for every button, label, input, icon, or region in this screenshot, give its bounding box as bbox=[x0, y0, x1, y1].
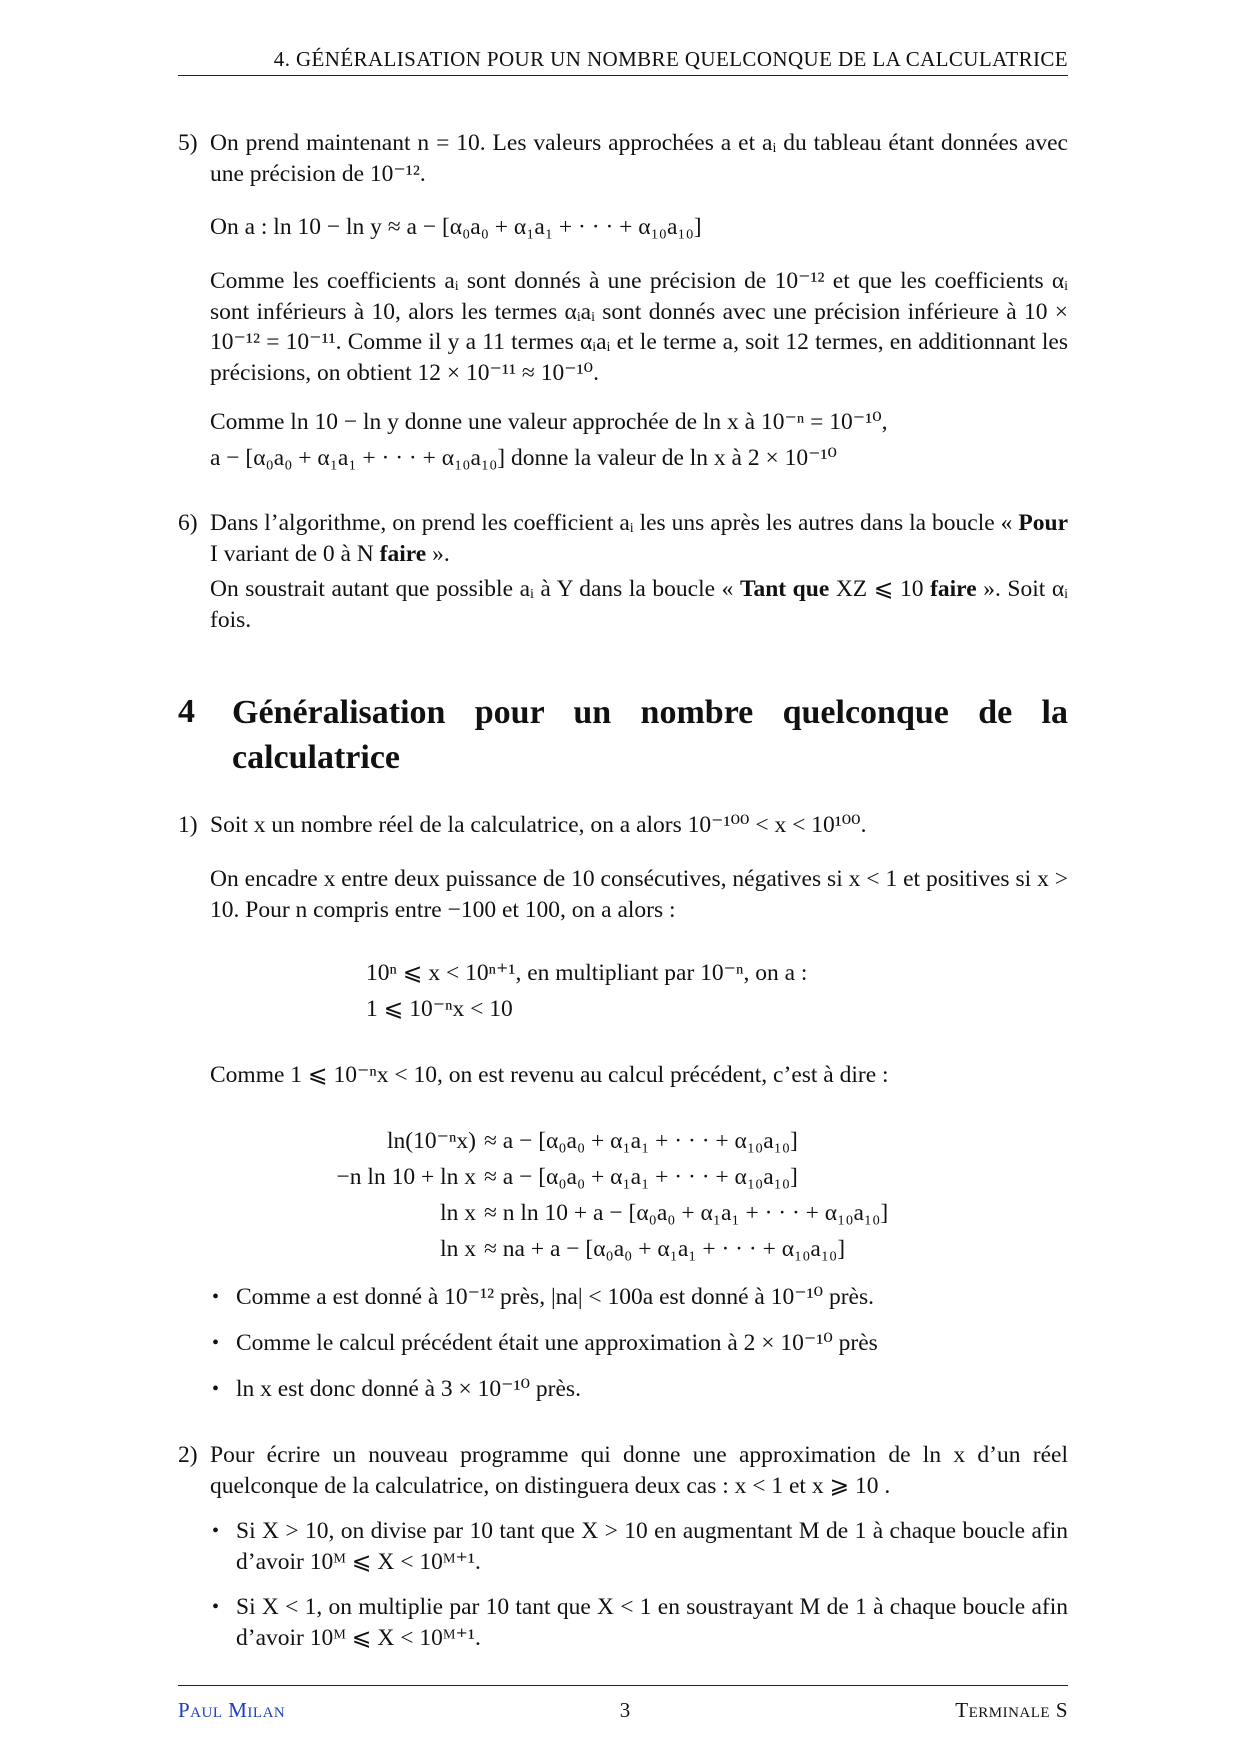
item-5-paragraph-2-line-2: a − [α₀a₀ + α₁a₁ + · · · + α₁₀a₁₀] donne la valeur de ln x à 2 × 10⁻¹⁰ bbox=[210, 445, 837, 471]
bounds-equations bbox=[366, 958, 807, 1030]
item-2-bullet: Si X < 1, on multiplie par 10 tant que X < 1 en soustrayant M de 1 à chaque boucle afin d’avoir 10ᴹ ⩽ X < 10ᴹ⁺¹. bbox=[236, 1594, 1068, 1651]
bullet-icon: • bbox=[212, 1286, 220, 1308]
item-1-bullet: ln x est donc donné à 3 × 10⁻¹⁰ près. bbox=[236, 1376, 581, 1402]
item-2-intro: Pour écrire un nouveau programme qui donne une approximation de ln x d’un réel quelconque de la calculatrice, on distinguera deux cas : x < 1 et x ⩾ 10 . bbox=[210, 1442, 1068, 1499]
item-6-paragraph-1: Dans l’algorithme, on prend les coefficient aᵢ les uns après les autres dans la boucle « Pour I variant de 0 à N faire ». bbox=[210, 510, 1068, 567]
header-rule bbox=[178, 75, 1068, 76]
running-header: 4. GÉNÉRALISATION POUR UN NOMBRE QUELCONQUE DE LA CALCULATRICE bbox=[273, 47, 1068, 71]
keyword-faire: faire bbox=[930, 576, 977, 602]
item-6-paragraph-2: On soustrait autant que possible aᵢ à Y dans la boucle « Tant que XZ ⩽ 10 faire ». Soit αᵢ fois. bbox=[210, 576, 1068, 633]
footer-rule bbox=[178, 1685, 1068, 1686]
bullet-icon: • bbox=[212, 1332, 220, 1354]
keyword-tant-que: Tant que bbox=[739, 576, 830, 602]
item-5-intro: On prend maintenant n = 10. Les valeurs approchées a et aᵢ du tableau étant données avec une précision de 10⁻¹². bbox=[210, 130, 1068, 187]
item-5-paragraph-2-line-1: Comme ln 10 − ln y donne une valeur approchée de ln x à 10⁻ⁿ = 10⁻¹⁰, bbox=[210, 409, 888, 435]
footer-class-level: Terminale S bbox=[955, 1698, 1068, 1722]
equation-rhs: ≈ n ln 10 + a − [α₀a₀ + α₁a₁ + · · · + α₁₀a₁₀] bbox=[484, 1200, 889, 1226]
item-5-equation: On a : ln 10 − ln y ≈ a − [α₀a₀ + α₁a₁ + · · · + α₁₀a₁₀] bbox=[210, 214, 702, 240]
equation-lhs: ln(10⁻ⁿx) bbox=[387, 1128, 476, 1154]
section-title: Généralisation pour un nombre quelconque de la calculatrice bbox=[232, 694, 1068, 777]
item-number-2: 2) bbox=[178, 1442, 198, 1468]
item-1-paragraph-2: Comme 1 ⩽ 10⁻ⁿx < 10, on est revenu au calcul précédent, c’est à dire : bbox=[210, 1062, 889, 1088]
footer-page-number: 3 bbox=[619, 1698, 631, 1722]
equation-lhs: −n ln 10 + ln x bbox=[336, 1164, 476, 1190]
item-5-paragraph-1: Comme les coefficients aᵢ sont donnés à une précision de 10⁻¹² et que les coefficients αᵢ sont inférieurs à 10, alors les termes αᵢaᵢ sont donnés avec une précision inférieure à 10 × 10⁻¹² = 10⁻¹¹. Comme il y a 11 termes αᵢaᵢ et le terme a, soit 12 termes, en additionnant les précisions, on obtient 12 × 10⁻¹¹ ≈ 10⁻¹⁰. bbox=[210, 268, 1068, 386]
equation-rhs: ≈ a − [α₀a₀ + α₁a₁ + · · · + α₁₀a₁₀] bbox=[484, 1164, 798, 1190]
item-1-intro: Soit x un nombre réel de la calculatrice, on a alors 10⁻¹⁰⁰ < x < 10¹⁰⁰. bbox=[210, 812, 867, 838]
equation-rhs: ≈ na + a − [α₀a₀ + α₁a₁ + · · · + α₁₀a₁₀] bbox=[484, 1236, 846, 1262]
equation-lhs: ln x bbox=[440, 1200, 476, 1226]
footer-author: Paul Milan bbox=[178, 1698, 286, 1722]
bounds-equation-line: 10ⁿ ⩽ x < 10ⁿ⁺¹, en multipliant par 10⁻ⁿ, on a : bbox=[366, 960, 808, 986]
item-number-5: 5) bbox=[178, 130, 198, 156]
item-1-bullet: Comme a est donné à 10⁻¹² près, |na| < 100a est donné à 10⁻¹⁰ près. bbox=[236, 1284, 874, 1310]
item-1-bullet: Comme le calcul précédent était une approximation à 2 × 10⁻¹⁰ près bbox=[236, 1330, 878, 1356]
equation-rhs: ≈ a − [α₀a₀ + α₁a₁ + · · · + α₁₀a₁₀] bbox=[484, 1128, 798, 1154]
item-number-1: 1) bbox=[178, 812, 198, 838]
keyword-faire: faire bbox=[379, 540, 427, 567]
keyword-pour: Pour bbox=[1018, 510, 1068, 536]
aligned-lhs-column bbox=[278, 1126, 476, 1270]
section-number: 4 bbox=[178, 693, 195, 730]
item-1-paragraph-1: On encadre x entre deux puissance de 10 consécutives, négatives si x < 1 et positives si x > 10. Pour n compris entre −100 et 100, on a alors : bbox=[210, 866, 1068, 923]
item-number-6: 6) bbox=[178, 510, 198, 536]
equation-lhs: ln x bbox=[440, 1236, 476, 1262]
bullet-icon: • bbox=[212, 1596, 220, 1618]
bullet-icon: • bbox=[212, 1520, 220, 1542]
item-2-bullet: Si X > 10, on divise par 10 tant que X > 10 en augmentant M de 1 à chaque boucle afin d’avoir 10ᴹ ⩽ X < 10ᴹ⁺¹. bbox=[236, 1518, 1068, 1575]
bullet-icon: • bbox=[212, 1378, 220, 1400]
bounds-equation-line: 1 ⩽ 10⁻ⁿx < 10 bbox=[366, 996, 513, 1022]
aligned-rhs-column bbox=[484, 1126, 888, 1270]
